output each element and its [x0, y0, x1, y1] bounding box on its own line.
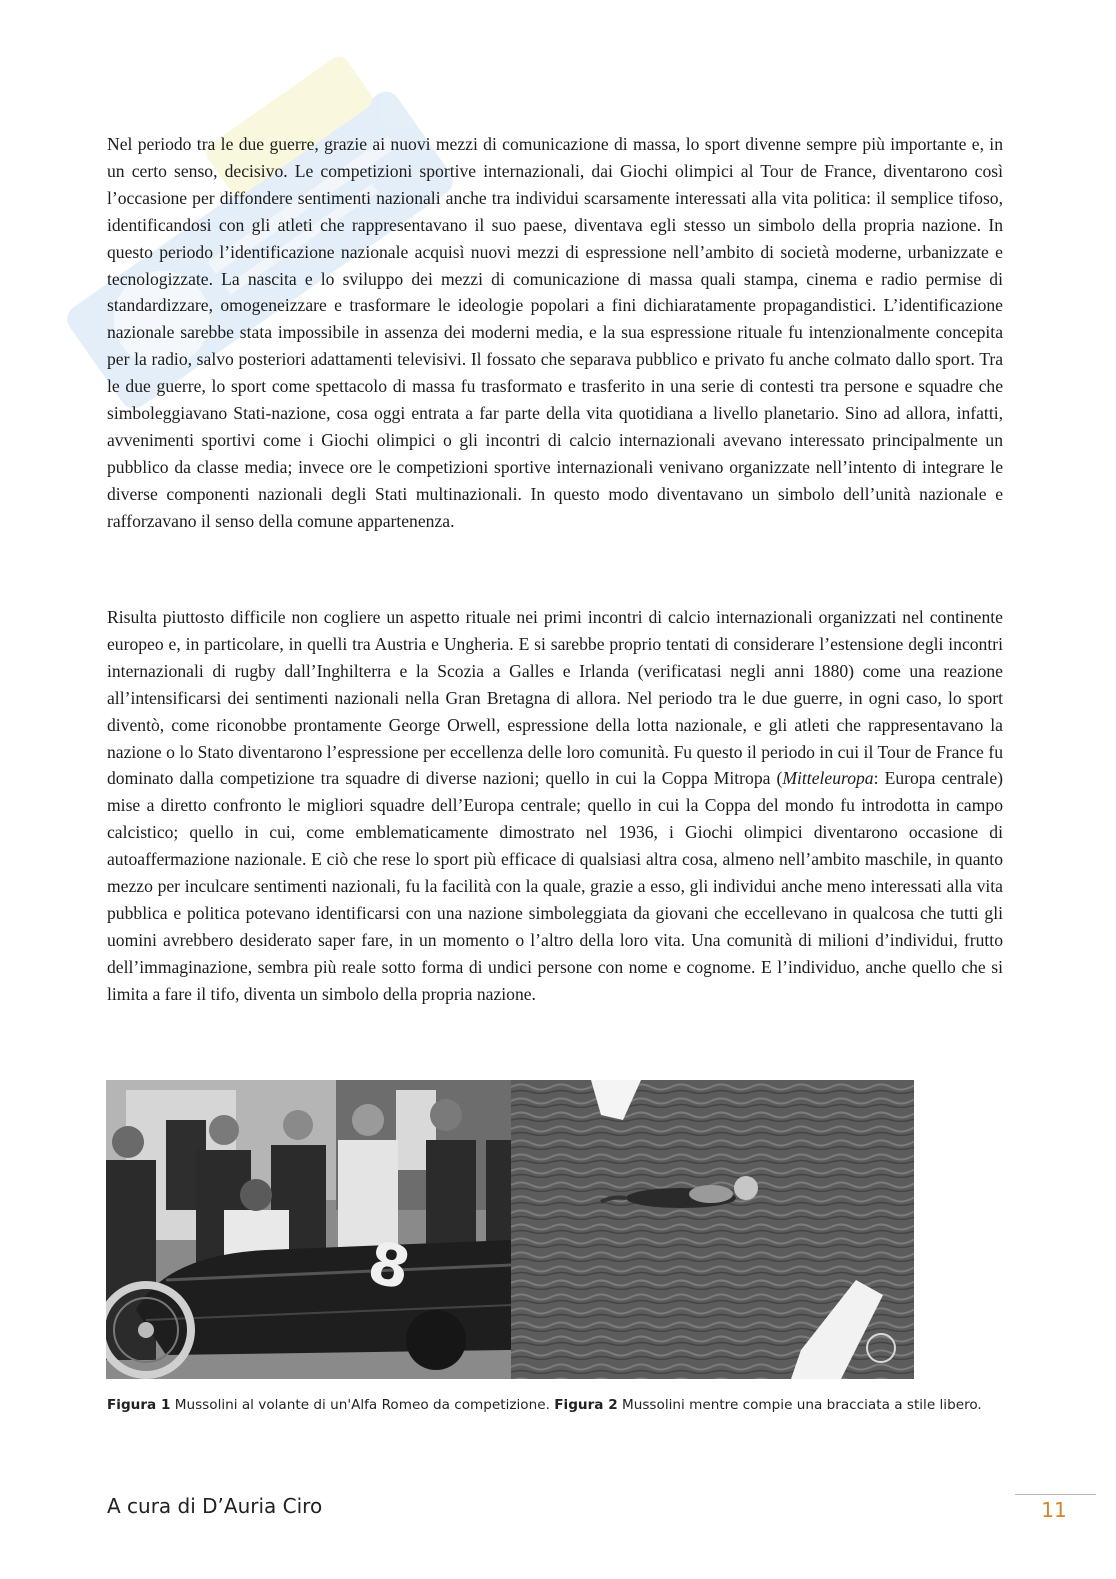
footer-divider [1015, 1494, 1096, 1495]
figure-caption [107, 1397, 1003, 1414]
paragraph-2 [107, 604, 1003, 1008]
car-number: 8 [362, 1228, 416, 1304]
paragraph-2-italic-term: Mitteleuropa [782, 768, 874, 789]
page-number: 11 [1041, 1498, 1067, 1522]
paragraph-2-part-1: Risulta piuttosto difficile non cogliere un aspetto rituale nei primi incontri di calcio internazionali organizzati nel continente europeo e, in particolare, in quelli tra Austria e Ungheria. E si sarebbe proprio tentati di considerare l’estensione degli incontri internazionali di rugby dall’Inghilterra e la Scozia a Galles e Irlanda (verificatasi negli anni 1880) come una reazione all’intensificarsi dei sentimenti nazionali nella Gran Bretagna di allora. Nel periodo tra le due guerre, in ogni caso, lo sport diventò, come riconobbe prontamente George Orwell, espressione della lotta nazionale, e gli atleti che rappresentavano la nazione o lo Stato diventarono l’espressione per eccellenza delle loro comunità. Fu questo il periodo in cui il Tour de France fu dominato dalla competizione tra squadre di diverse nazioni; quello in cui la Coppa Mitropa ( [107, 607, 1003, 789]
footer-author: A cura di D’Auria Ciro [107, 1494, 323, 1518]
figure-1-car-photo [106, 1080, 511, 1379]
figures-row [106, 1080, 914, 1379]
figure-1-text: Mussolini al volante di un'Alfa Romeo da competizione. [170, 1397, 555, 1413]
figure-2-text: Mussolini mentre compie una bracciata a stile libero. [617, 1397, 982, 1413]
figure-2-label: Figura 2 [554, 1397, 618, 1413]
paragraph-2-part-2: : Europa centrale) mise a diretto confronto le migliori squadre dell’Europa centrale; quello in cui la Coppa del mondo fu introdotta in campo calcistico; quello in cui, come emblematicamente dimostrato nel 1936, i Giochi olimpici diventarono occasione di autoaffermazione nazionale. E ciò che rese lo sport più efficace di qualsiasi altra cosa, almeno nell’ambito maschile, in quanto mezzo per inculcare sentimenti nazionali, fu la facilità con la quale, grazie a esso, gli individui anche meno interessati alla vita pubblica e politica potevano identificarsi con una nazione simboleggiata da giovani che eccellevano in qualcosa che tutti gli uomini avrebbero desiderato saper fare, in un momento o l’altro della loro vita. Una comunità di milioni d’individui, frutto dell’immaginazione, sembra più reale sotto forma di undici persone con nome e cognome. E l’individuo, anche quello che si limita a fare il tifo, diventa un simbolo della propria nazione. [107, 768, 1003, 1004]
figure-1-label: Figura 1 [107, 1397, 171, 1413]
figure-2-swimming-photo [511, 1080, 914, 1379]
paragraph-1: Nel periodo tra le due guerre, grazie ai nuovi mezzi di comunicazione di massa, lo sport divenne sempre più importante e, in un certo senso, decisivo. Le competizioni sportive internazionali, dai Giochi olimpici al Tour de France, diventarono così l’occasione per diffondere sentimenti nazionali anche tra individui scarsamente interessati alla vita politica: il semplice tifoso, identificandosi con gli atleti che rappresentavano il suo paese, diventava egli stesso un simbolo della propria nazione. In questo periodo l’identificazione nazionale acquisì nuovi mezzi di espressione nell’ambito di società moderne, urbanizzate e tecnologizzate. La nascita e lo sviluppo dei mezzi di comunicazione di massa quali stampa, cinema e radio permise di standardizzare, omogeneizzare e trasformare le ideologie popolari a fini dichiaratamente propagandistici. L’identificazione nazionale sarebbe stata impossibile in assenza dei moderni media, e la sua espressione rituale fu intenzionalmente concepita per la radio, salvo posteriori adattamenti televisivi. Il fossato che separava pubblico e privato fu anche colmato dallo sport. Tra le due guerre, lo sport come spettacolo di massa fu trasformato e trasferito in una serie di contesti tra persone e squadre che simboleggiavano Stati-nazione, cosa oggi entrata a far parte della vita quotidiana a livello planetario. Sino ad allora, infatti, avvenimenti sportivi come i Giochi olimpici o gli incontri di calcio internazionali avevano interessato principalmente un pubblico da classe media; invece ore le competizioni sportive internazionali venivano organizzate nell’intento di integrare le diverse componenti nazionali degli Stati multinazionali. In questo modo diventavano un simbolo dell’unità nazionale e rafforzavano il senso della comune appartenenza. [107, 134, 1003, 531]
